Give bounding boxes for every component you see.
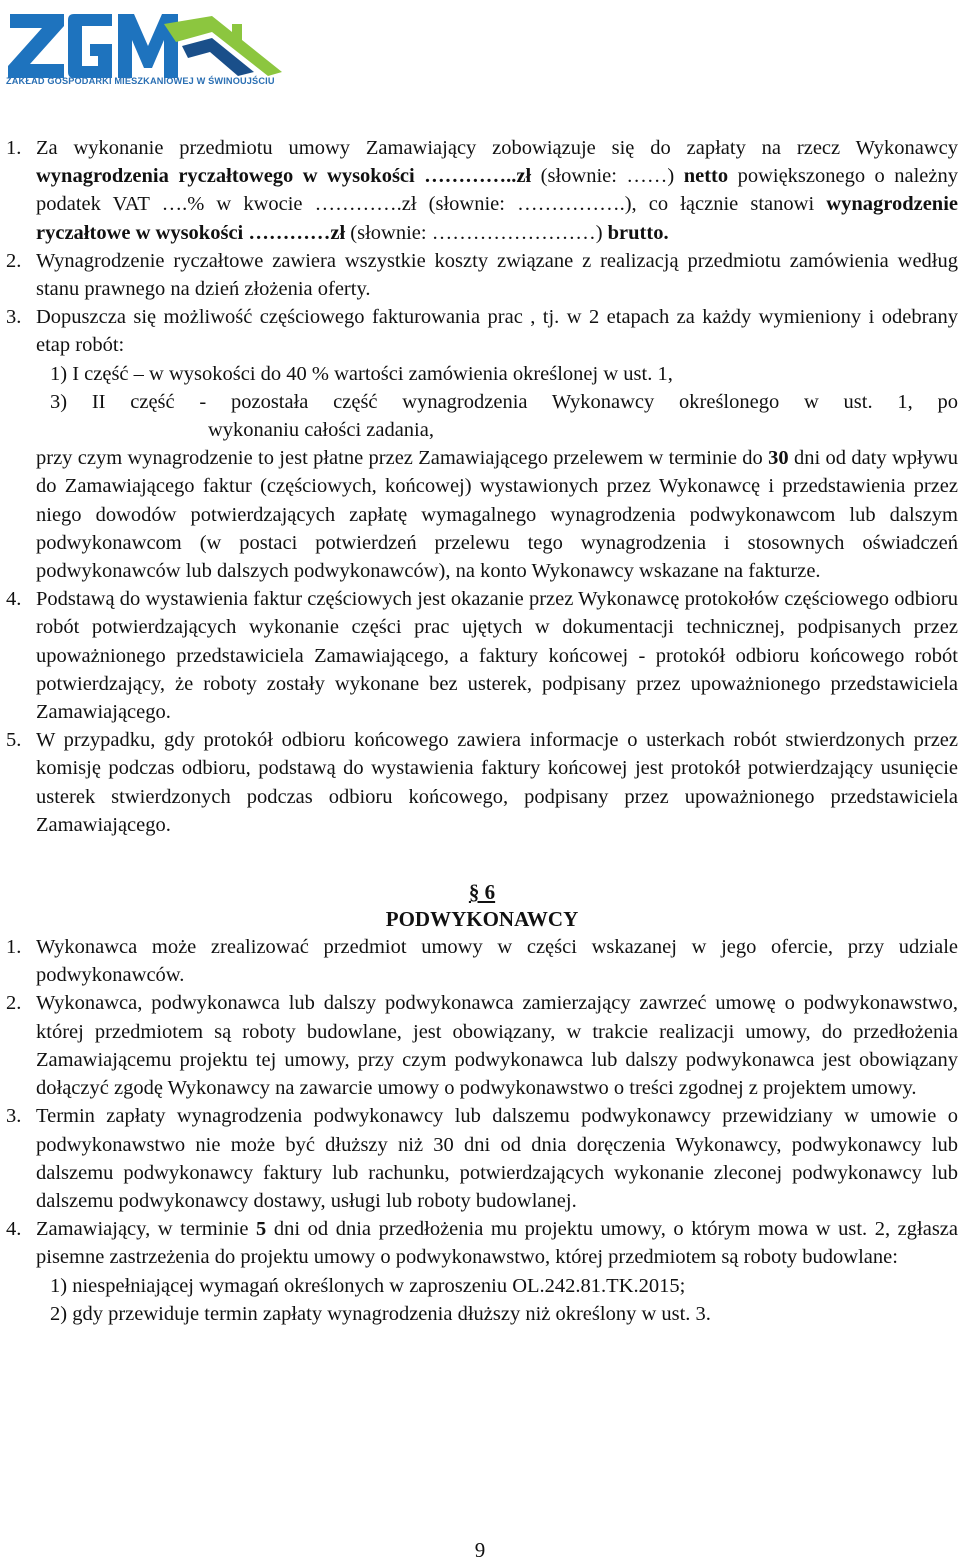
clause-number: 2. (6, 992, 22, 1015)
payment-days: 30 (768, 447, 789, 470)
clause-text: Wynagrodzenie ryczałtowe zawiera wszystkie koszty związane z realizacją przedmiotu zamówienia według stanu prawnego na dzień złożenia oferty. (36, 249, 958, 301)
clause-3-subitem-2-continued: wykonaniu całości zadania, (208, 419, 434, 442)
text-run-bold: wynagrodzenie ryczałtowe w wysokości …………zł (36, 193, 958, 244)
roof-icon (164, 16, 282, 76)
subcontractor-clause-4 (6, 1215, 958, 1271)
logo-tagline: ZAKŁAD GOSPODARKI MIESZKANIOWEJ W ŚWINOUJŚCIU (6, 76, 275, 86)
payment-clause-2 (6, 247, 958, 303)
payment-clause-5 (6, 726, 958, 839)
clause-number: 3. (6, 306, 22, 329)
clause-text: Wykonawca może zrealizować przedmiot umowy w części wskazanej w jego ofercie, przy udziale podwykonawców. (36, 936, 958, 987)
subcontractor-clause-2 (6, 989, 958, 1102)
clause-text: Termin zapłaty wynagrodzenia podwykonawcy lub dalszemu podwykonawcy przewidziany w umowie o podwykonawstwo nie może być dłuższy niż 30 dni od dnia doręczenia Wykonawcy, podwykonawcy lub dalszemu podwykonawcy faktury lub rachunku, potwierdzających wykonanie zleconej podwykonawcy lub dalszemu podwykonawcy dostawy, usługi lub roboty budowlanej. (36, 1105, 958, 1212)
section-number-heading: § 6 (468, 880, 496, 905)
logo-letters (8, 14, 178, 78)
text-run: dni od dnia przedłożenia mu projektu umowy, o którym mowa w ust. 2, zgłasza pisemne zastrzeżenia do projektu umowy o podwykonawstwo, której przedmiotem są roboty budowlane: (36, 1218, 958, 1269)
text-run: dni od daty wpływu do Zamawiającego faktur (częściowych, końcowej) wystawionych przez Wykonawcę i przedstawienia przez niego dowodów potwierdzających zapłatę wymagalnego wynagrodzenia podwykonawcom lub dalszym podwykonawcom (w postaci potwierdzeń przelewu tego wynagrodzenia i stosownych oświadczeń podwykonawców lub dalszych podwykonawców), na konto Wykonawcy wskazane na fakturze. (36, 447, 958, 583)
clause-text (36, 134, 958, 247)
page-number: 9 (474, 1538, 486, 1562)
text-run: (słownie: ……………………) (345, 221, 608, 244)
payment-clause-1 (6, 134, 958, 247)
clause-text: Dopuszcza się możliwość częściowego fakturowania prac , tj. w 2 etapach za każdy wymieniony i odebrany etap robót: (36, 306, 958, 357)
text-run: (słownie: ……) (531, 165, 684, 188)
clause-3-subitem-2: 3) II część - pozostała część wynagrodzenia Wykonawcy określonego w ust. 1, po (50, 390, 958, 413)
text-run-bold: brutto. (607, 221, 669, 244)
section-title-heading: PODWYKONAWCY (385, 907, 579, 932)
text-run: Zamawiający, w terminie (36, 1218, 257, 1241)
clause-number: 3. (6, 1105, 22, 1128)
subcontractor-clause-1 (6, 933, 958, 989)
text-run-bold: netto (683, 165, 729, 188)
objection-days: 5 (256, 1218, 267, 1241)
payment-clause-4 (6, 585, 958, 726)
clause-number: 4. (6, 588, 22, 611)
clause-text: W przypadku, gdy protokół odbioru końcowego zawiera informacje o usterkach robót stwierdzonych przez komisję podczas odbioru, podstawą do wystawienia faktury końcowej jest protokół potwierdzający usunięcie usterek stwierdzonych podczas odbioru końcowego, podpisany przez upoważnionego przedstawiciela Zamawiającego. (36, 729, 958, 836)
clause-number: 1. (6, 936, 22, 959)
subcontractor-clause-3 (6, 1102, 958, 1215)
text-run: powiększonego o należny podatek VAT ….% w kwocie ………….zł (słownie: …………….), co łącznie stanowi (36, 165, 958, 216)
clause-text: Podstawą do wystawienia faktur częściowych jest okazanie przez Wykonawcę protokołów częściowego odbioru robót potwierdzających wykonanie części prac ujętych w dokumentacji technicznej, podpisanych przez upoważnionego przedstawiciela Zamawiającego, a faktury końcowej - protokół odbioru końcowego robót potwierdzający, że roboty zostały wykonane bez usterek, podpisany przez upoważnionego przedstawiciela Zamawiającego. (36, 588, 958, 724)
clause-4-subitem-1: 1) niespełniającej wymagań określonych w zaproszeniu OL.242.81.TK.2015; (50, 1274, 686, 1297)
document-body (6, 134, 958, 1328)
text-run-bold: wynagrodzenia ryczałtowego w wysokości …………..zł (36, 165, 532, 188)
clause-3-subitem-1: 1) I część – w wysokości do 40 % wartości zamówienia określonej w ust. 1, (50, 362, 673, 385)
clause-number: 2. (6, 249, 22, 272)
clause-3-continuation (36, 444, 958, 585)
clause-4-subitem-2: 2) gdy przewiduje termin zapłaty wynagrodzenia dłuższy niż określony w ust. 3. (50, 1302, 711, 1325)
text-run: Za wykonanie przedmiotu umowy Zamawiający zobowiązuje się do zapłaty na rzecz Wykonawcy (36, 137, 958, 159)
clause-text: Wykonawca, podwykonawca lub dalszy podwykonawca zamierzający zawrzeć umowę o podwykonawstwo, której przedmiotem są roboty budowlane, jest obowiązany, w trakcie realizacji umowy, do przedłożenia Zamawiającemu projektu tej umowy, przy czym podwykonawca lub dalszy podwykonawca jest obowiązany dołączyć zgodę Wykonawcy na zawarcie umowy o podwykonawstwo o treści zgodnej z projektem umowy. (36, 992, 958, 1100)
text-run: przy czym wynagrodzenie to jest płatne przez Zamawiającego przelewem w terminie do (36, 447, 769, 470)
clause-number: 5. (6, 729, 22, 752)
clause-text (36, 1215, 958, 1271)
clause-number: 4. (6, 1218, 22, 1241)
clause-number: 1. (6, 137, 22, 159)
payment-clause-3 (6, 303, 958, 359)
